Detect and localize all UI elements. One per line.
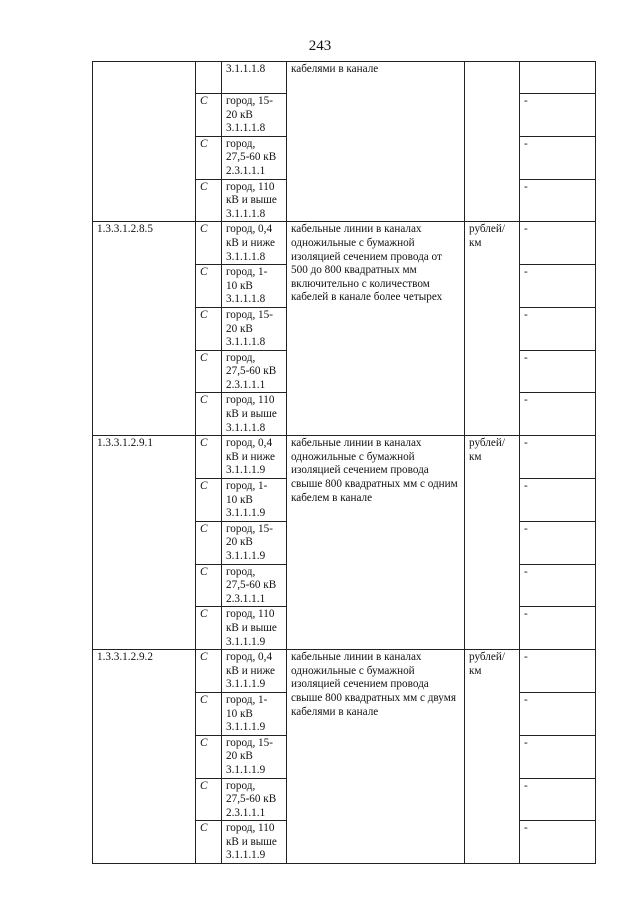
letter-cell: С	[196, 479, 222, 522]
letter-cell: С	[196, 393, 222, 436]
letter-cell: С	[196, 179, 222, 222]
unit-cell: рублей/ км	[465, 650, 520, 864]
value-cell: -	[520, 564, 596, 607]
area-cell: город, 110 кВ и выше 3.1.1.1.8	[222, 179, 287, 222]
page-number: 243	[308, 38, 332, 54]
letter-cell: С	[196, 778, 222, 821]
value-cell	[520, 62, 596, 94]
value-cell: -	[520, 650, 596, 693]
value-cell: -	[520, 778, 596, 821]
letter-cell: С	[196, 821, 222, 864]
value-cell: -	[520, 393, 596, 436]
description-cell: кабелями в канале	[287, 62, 465, 222]
value-cell: -	[520, 436, 596, 479]
area-cell: город, 27,5-60 кВ 2.3.1.1.1	[222, 564, 287, 607]
value-cell: -	[520, 179, 596, 222]
area-cell: город, 1- 10 кВ 3.1.1.1.9	[222, 479, 287, 522]
letter-cell: С	[196, 692, 222, 735]
table-row	[93, 62, 596, 94]
value-cell: -	[520, 735, 596, 778]
area-cell: город, 15- 20 кВ 3.1.1.1.8	[222, 307, 287, 350]
value-cell: -	[520, 821, 596, 864]
tariff-table-body	[93, 62, 596, 864]
code-cell: 1.3.3.1.2.9.2	[93, 650, 196, 864]
area-cell: 3.1.1.1.8	[222, 62, 287, 94]
letter-cell: С	[196, 307, 222, 350]
area-cell: город, 27,5-60 кВ 2.3.1.1.1	[222, 136, 287, 179]
area-cell: город, 0,4 кВ и ниже 3.1.1.1.9	[222, 436, 287, 479]
area-cell: город, 1- 10 кВ 3.1.1.1.8	[222, 265, 287, 308]
letter-cell	[196, 62, 222, 94]
value-cell: -	[520, 692, 596, 735]
value-cell: -	[520, 350, 596, 393]
value-cell: -	[520, 265, 596, 308]
code-cell	[93, 62, 196, 222]
value-cell: -	[520, 479, 596, 522]
area-cell: город, 0,4 кВ и ниже 3.1.1.1.9	[222, 650, 287, 693]
table-row	[93, 436, 596, 479]
area-cell: город, 15- 20 кВ 3.1.1.1.8	[222, 94, 287, 137]
area-cell: город, 110 кВ и выше 3.1.1.1.9	[222, 821, 287, 864]
area-cell: город, 110 кВ и выше 3.1.1.1.8	[222, 393, 287, 436]
area-cell: город, 0,4 кВ и ниже 3.1.1.1.8	[222, 222, 287, 265]
code-cell: 1.3.3.1.2.9.1	[93, 436, 196, 650]
tariff-table	[92, 61, 596, 864]
unit-cell	[465, 62, 520, 222]
value-cell: -	[520, 307, 596, 350]
area-cell: город, 27,5-60 кВ 2.3.1.1.1	[222, 350, 287, 393]
table-row	[93, 222, 596, 265]
letter-cell: С	[196, 564, 222, 607]
code-cell: 1.3.3.1.2.8.5	[93, 222, 196, 436]
description-cell: кабельные линии в каналах одножильные с бумажной изоляцией сечением провода свыше 800 квадратных мм с одним кабелем в канале	[287, 436, 465, 650]
area-cell: город, 110 кВ и выше 3.1.1.1.9	[222, 607, 287, 650]
value-cell: -	[520, 136, 596, 179]
table-row	[93, 650, 596, 693]
area-cell: город, 15- 20 кВ 3.1.1.1.9	[222, 521, 287, 564]
letter-cell: С	[196, 650, 222, 693]
description-cell: кабельные линии в каналах одножильные с бумажной изоляцией сечением провода от 500 до 800 квадратных мм включительно с количеством кабелей в канале более четырех	[287, 222, 465, 436]
letter-cell: С	[196, 521, 222, 564]
letter-cell: С	[196, 222, 222, 265]
value-cell: -	[520, 607, 596, 650]
letter-cell: С	[196, 94, 222, 137]
value-cell: -	[520, 94, 596, 137]
letter-cell: С	[196, 607, 222, 650]
value-cell: -	[520, 521, 596, 564]
letter-cell: С	[196, 350, 222, 393]
unit-cell: рублей/ км	[465, 222, 520, 436]
area-cell: город, 27,5-60 кВ 2.3.1.1.1	[222, 778, 287, 821]
area-cell: город, 15- 20 кВ 3.1.1.1.9	[222, 735, 287, 778]
letter-cell: С	[196, 265, 222, 308]
value-cell: -	[520, 222, 596, 265]
unit-cell: рублей/ км	[465, 436, 520, 650]
description-cell: кабельные линии в каналах одножильные с бумажной изоляцией сечением провода свыше 800 квадратных мм с двумя кабелями в канале	[287, 650, 465, 864]
area-cell: город, 1- 10 кВ 3.1.1.1.9	[222, 692, 287, 735]
letter-cell: С	[196, 436, 222, 479]
letter-cell: С	[196, 136, 222, 179]
letter-cell: С	[196, 735, 222, 778]
